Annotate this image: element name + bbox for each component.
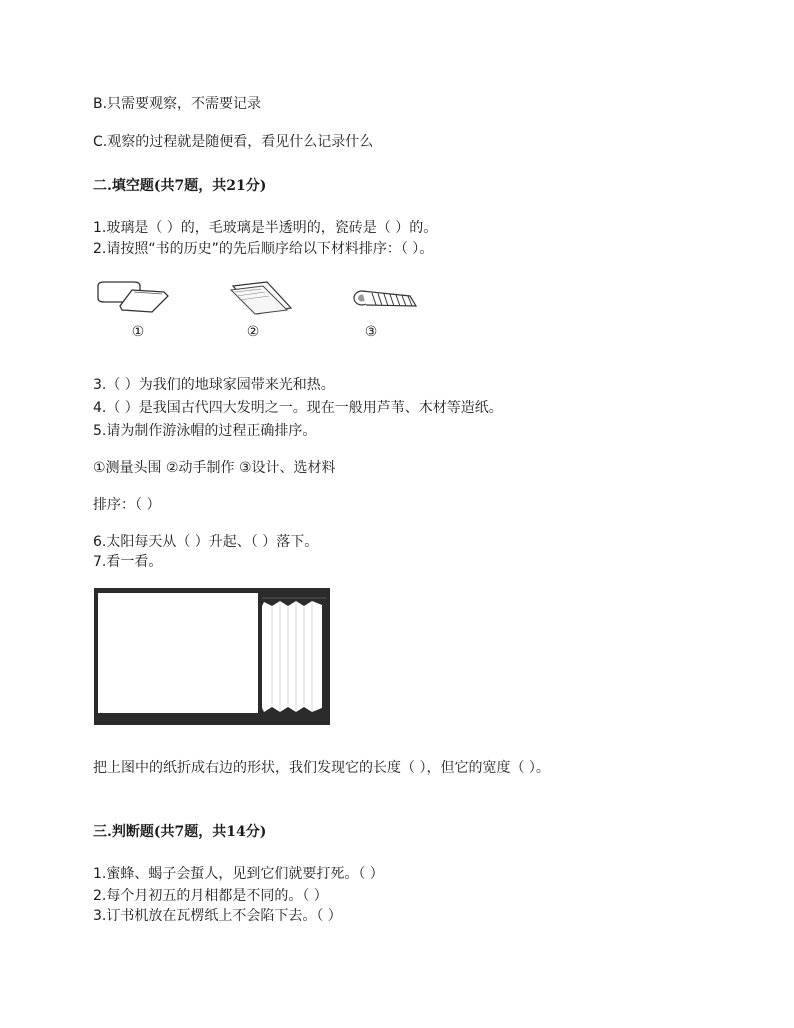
fill-q3: 3.（ ）为我们的地球家园带来光和热。 — [93, 377, 335, 393]
option-c: C.观察的过程就是随便看，看见什么记录什么 — [93, 134, 374, 150]
judge-q3: 3.订书机放在瓦楞纸上不会陷下去。（ ） — [93, 908, 342, 924]
fill-q7-question: 把上图中的纸折成右边的形状，我们发现它的长度（ ），但它的宽度（ ）。 — [93, 760, 550, 776]
fill-q4: 4.（ ）是我国古代四大发明之一。现在一般用芦苇、木材等造纸。 — [93, 400, 503, 416]
material-label-3: ③ — [364, 324, 378, 340]
fill-q5-options: ①测量头围 ②动手制作 ③设计、选材料 — [93, 460, 336, 476]
fill-q7: 7.看一看。 — [93, 554, 163, 570]
judge-q1: 1.蜜蜂、蝎子会蜇人，见到它们就要打死。（ ） — [93, 866, 384, 882]
fill-q6: 6.太阳每天从（ ）升起、（ ）落下。 — [93, 534, 319, 550]
material-label-1: ① — [131, 324, 145, 340]
option-b: B.只需要观察，不需要记录 — [93, 96, 262, 112]
section2-heading: 二.填空题(共7题，共21分) — [93, 178, 267, 194]
bamboo-scroll-image — [352, 284, 420, 316]
paper-fold-image — [94, 588, 330, 725]
material-label-2: ② — [246, 324, 260, 340]
judge-q2: 2.每个月初五的月相都是不同的。（ ） — [93, 888, 328, 904]
fill-q1: 1.玻璃是（ ）的，毛玻璃是半透明的，瓷砖是（ ）的。 — [93, 220, 438, 236]
fill-q2: 2.请按照“书的历史”的先后顺序给以下材料排序：（ ）。 — [93, 241, 434, 257]
fill-q5-answer: 排序：（ ） — [93, 497, 161, 513]
clay-tablet-image — [94, 280, 170, 316]
section3-heading: 三.判断题(共7题，共14分) — [93, 824, 267, 840]
paper-sheets-image — [227, 280, 297, 316]
fill-q5: 5.请为制作游泳帽的过程正确排序。 — [93, 423, 317, 439]
